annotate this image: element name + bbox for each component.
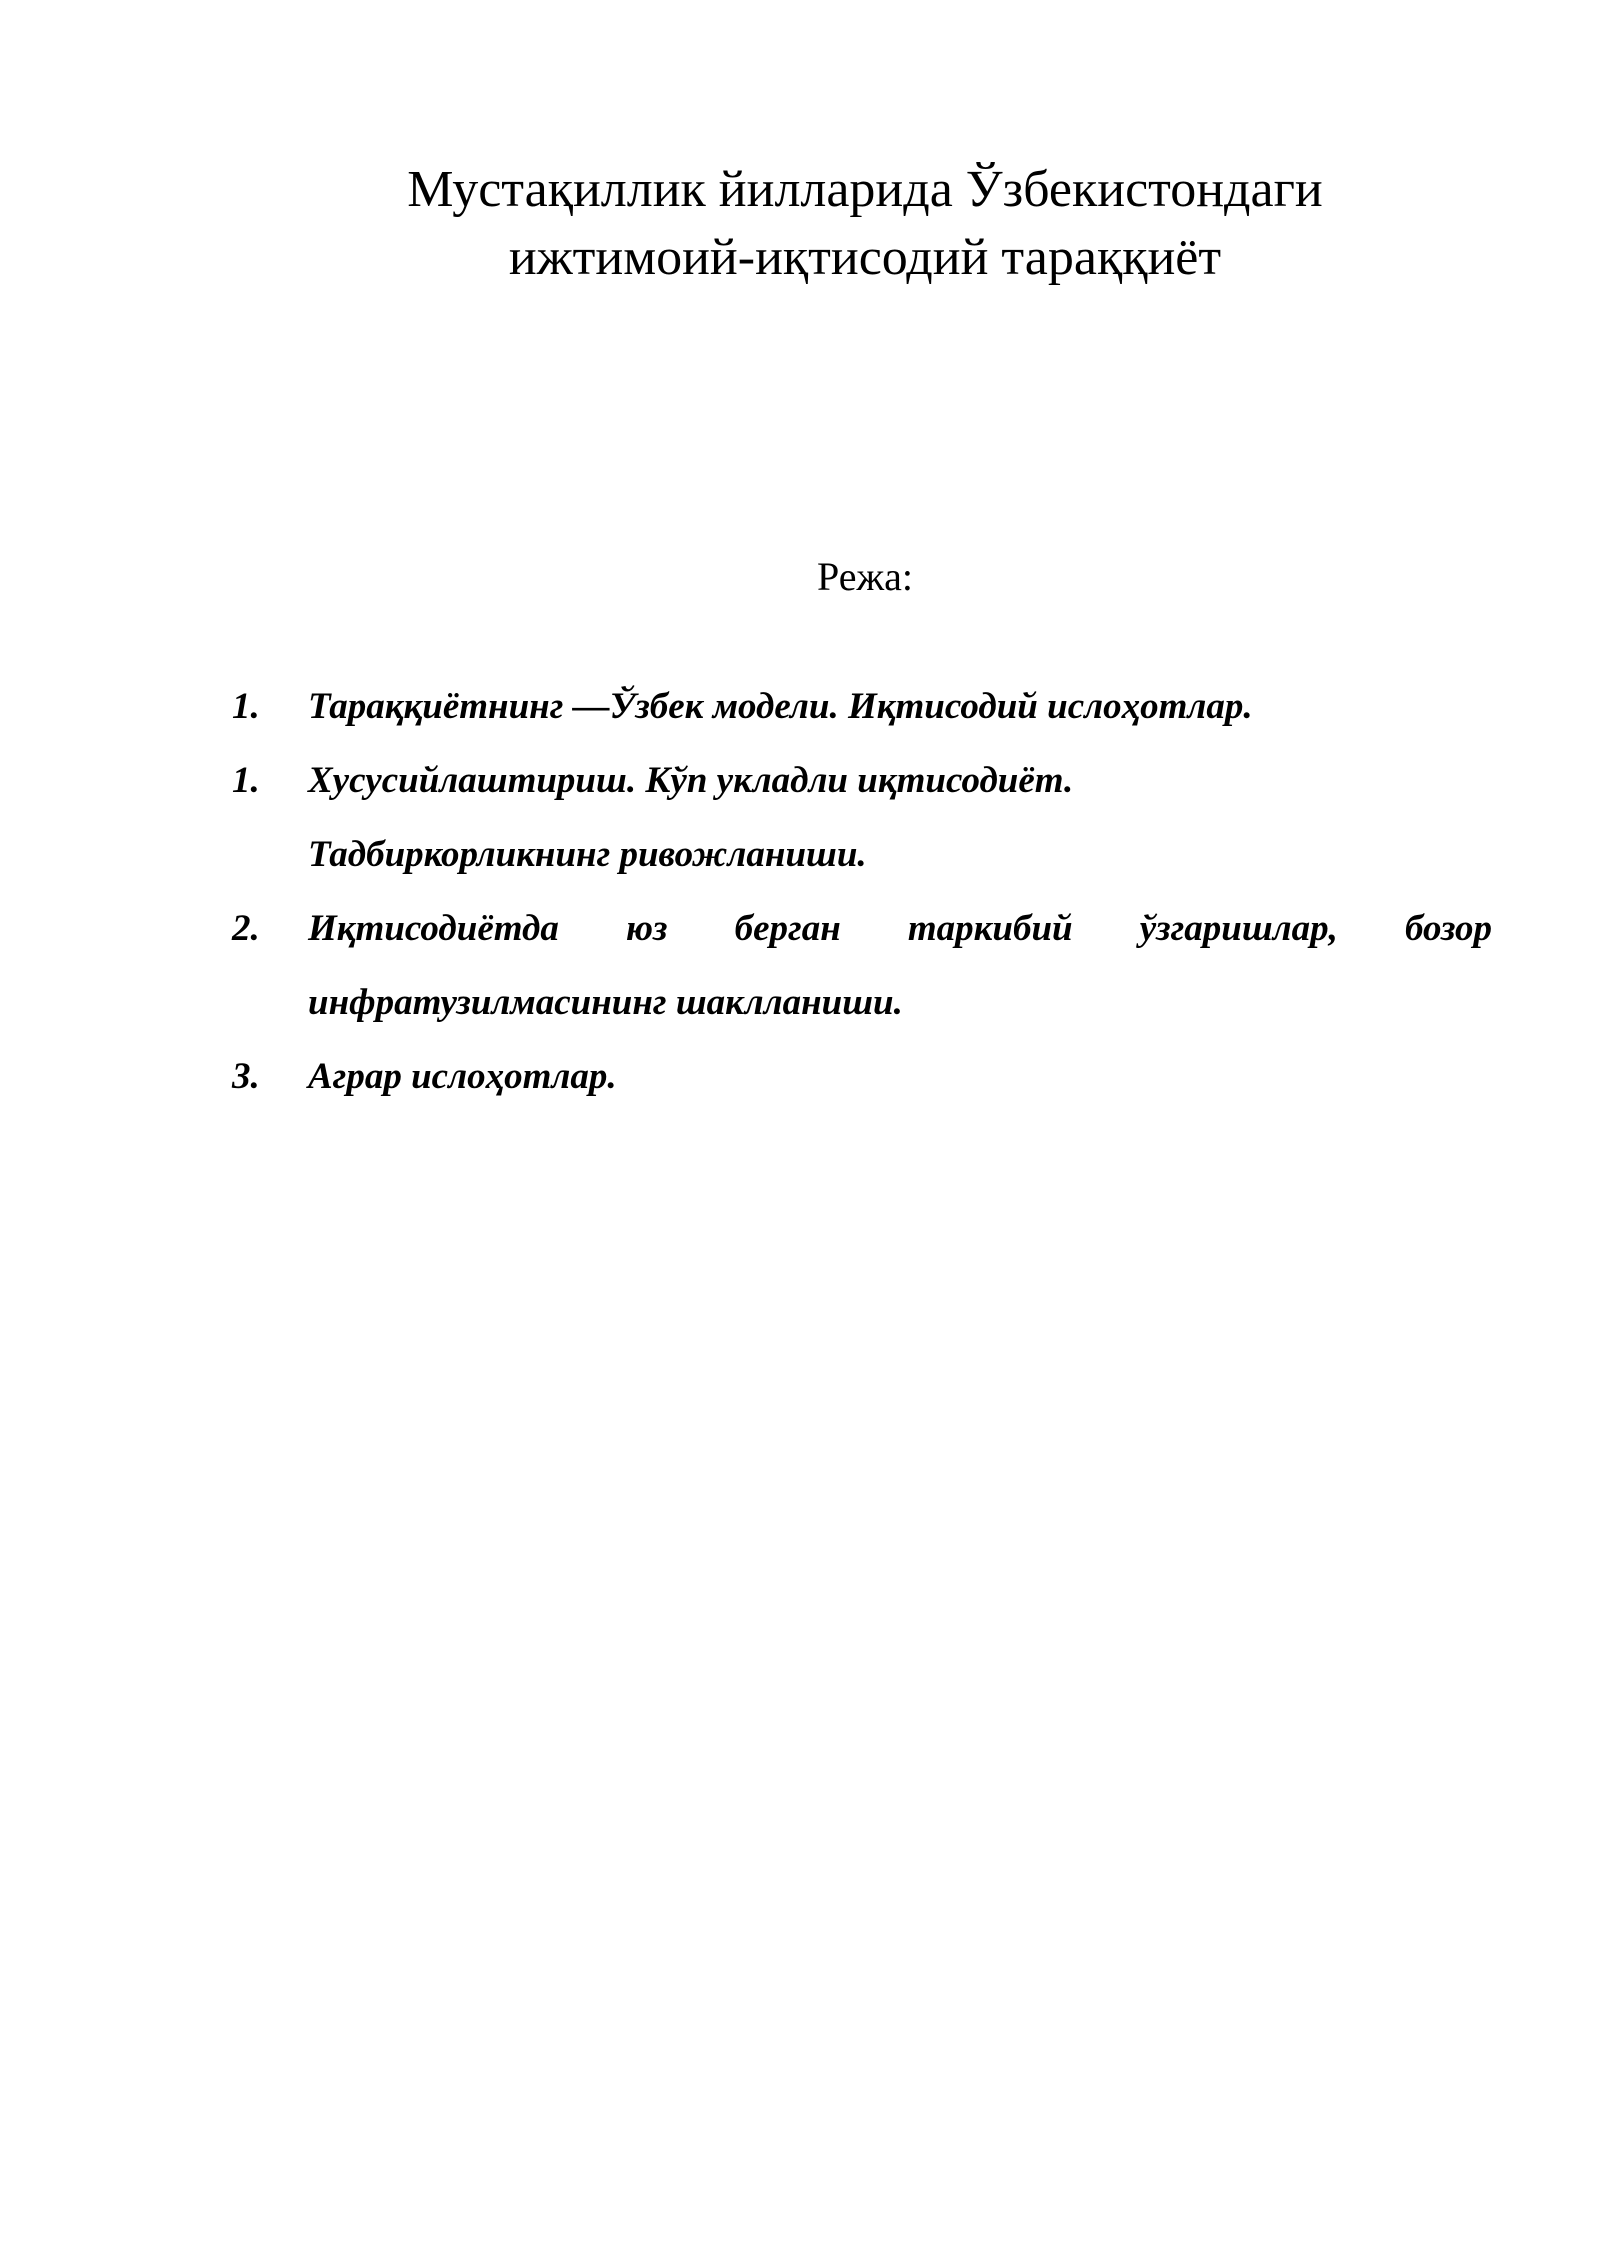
plan-heading: Режа: xyxy=(817,554,913,599)
plan-item-number: 2. xyxy=(232,908,260,949)
plan-item-number: 1. xyxy=(232,686,260,727)
plan-item-4 xyxy=(232,1040,1492,1114)
plan-item-2 xyxy=(232,744,1492,892)
plan-item-number: 1. xyxy=(232,760,260,801)
plan-item-3 xyxy=(232,892,1492,1040)
plan-item-text: Тараққиётнинг ―Ўзбек модели. Иқтисодий ислоҳотлар. xyxy=(308,686,1253,727)
plan-item-1 xyxy=(232,670,1492,744)
title-line-2: ижтимоий-иқтисодий тараққиёт xyxy=(508,229,1222,286)
plan-item-text: Аграр ислоҳотлар. xyxy=(308,1056,617,1097)
plan-list xyxy=(232,670,1492,1114)
page-title xyxy=(0,156,1600,292)
title-line-1: Мустақиллик йилларида Ўзбекистондаги xyxy=(407,161,1323,218)
plan-item-number: 3. xyxy=(232,1056,260,1097)
plan-item-text: Иқтисодиётда юз берган таркибий ўзгаришлар, бозор инфратузилмасининг шаклланиши. xyxy=(308,908,1492,1023)
plan-item-text: Хусусийлаштириш. Кўп укладли иқтисодиёт. Тадбиркорликнинг ривожланиши. xyxy=(308,760,1074,875)
